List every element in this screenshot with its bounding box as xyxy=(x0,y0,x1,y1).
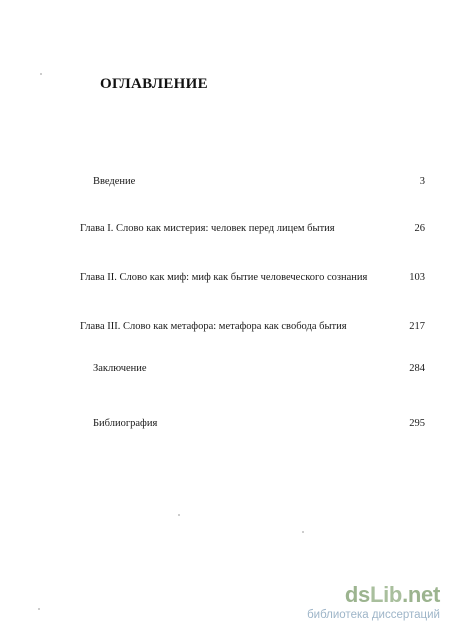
toc-entry-chapter-3: Глава III. Слово как метафора: метафора как свобода бытия xyxy=(80,321,347,332)
toc-page-number: 26 xyxy=(414,223,425,234)
toc-entry-chapter-2: Глава II. Слово как миф: миф как бытие человеческого сознания xyxy=(80,272,368,283)
watermark xyxy=(300,582,440,626)
toc-entry-introduction: Введение xyxy=(93,176,136,187)
scan-speck xyxy=(38,608,40,610)
toc-page-number: 103 xyxy=(409,272,425,283)
toc-page-number: 295 xyxy=(409,418,425,429)
toc-entry-chapter-1: Глава I. Слово как мистерия: человек перед лицем бытия xyxy=(80,223,335,234)
toc-entry-bibliography: Библиография xyxy=(93,418,158,429)
toc-heading: ОГЛАВЛЕНИЕ xyxy=(100,76,208,92)
scan-speck xyxy=(40,73,42,75)
scan-speck xyxy=(302,531,304,533)
toc-page-number: 3 xyxy=(419,176,425,187)
watermark-logo: dsLib.net xyxy=(344,582,440,607)
watermark-subtitle: библиотека диссертаций xyxy=(307,609,440,621)
toc-page-number: 284 xyxy=(409,363,425,374)
scan-speck xyxy=(178,514,180,516)
toc-entry-conclusion: Заключение xyxy=(93,363,147,374)
toc-page-number: 217 xyxy=(409,321,425,332)
